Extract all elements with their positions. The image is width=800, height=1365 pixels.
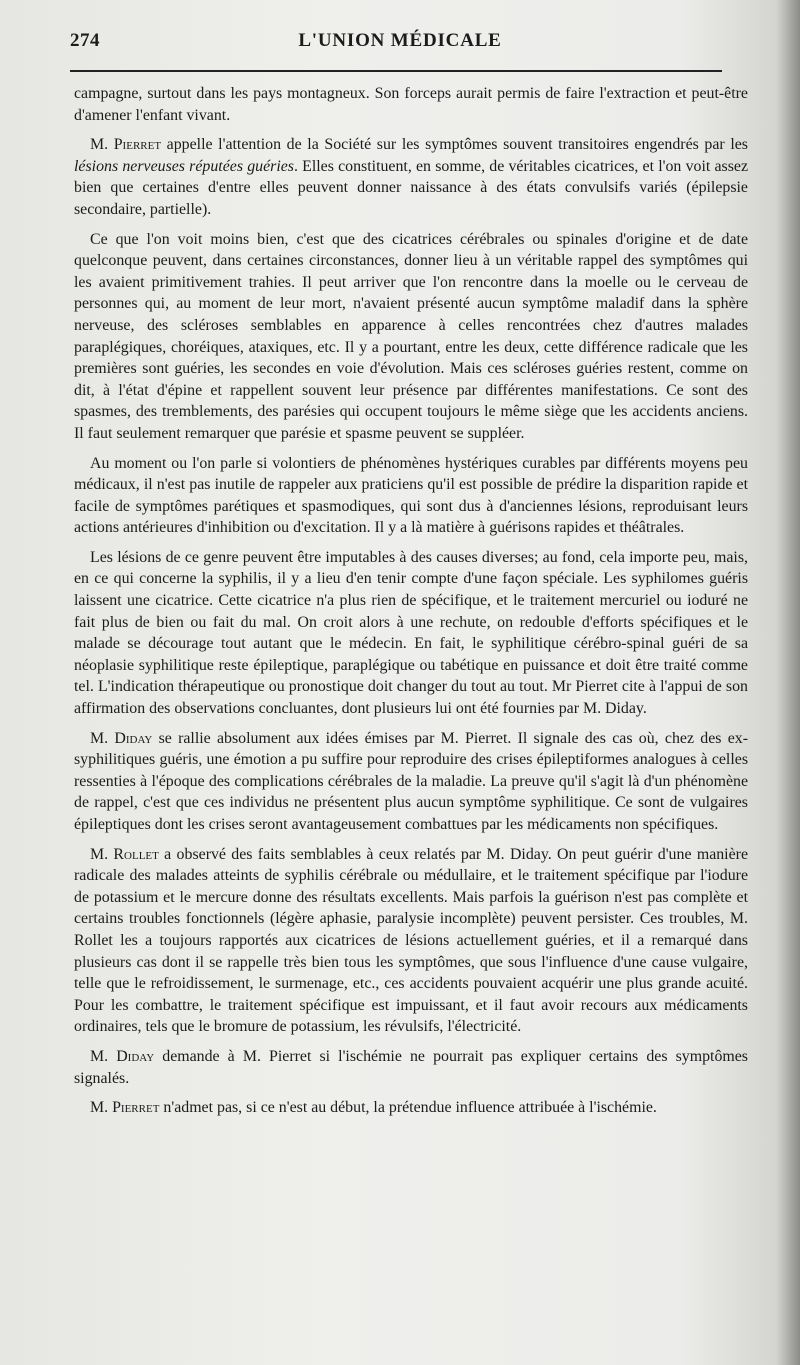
paragraph (74, 229, 748, 445)
paragraph-pierret-intervention (74, 134, 748, 220)
speaker-name: M. Diday (90, 1047, 155, 1065)
paragraph-diday-intervention (74, 728, 748, 836)
paragraph-text: Les lésions de ce genre peuvent être imputables à des causes diverses; au fond, cela importe peu, mais, en ce qui concerne la syphilis, il y a lieu d'en tenir compte d'une façon spéciale. Les syphilomes guéris laissent une cicatrice. Cette cicatrice n'a plus rien de spécifique, et le traitement mercuriel ou ioduré ne fait plus de bien ou fait du mal. On croit alors à une rechute, on redouble d'efforts spécifiques et le malade se décourage tout autant que le médecin. En fait, le syphilitique cérébro-spinal guéri de sa néoplasie syphilitique reste épileptique, paraplégique ou tabétique en puissance et doit être traité comme tel. L'indication thérapeutique ou pronostique doit changer du tout au tout. Mr Pierret cite à l'appui de son affirmation des observations concluantes, dont plusieurs lui ont été fournies par M. Diday. (74, 548, 748, 718)
paragraph-text: campagne, surtout dans les pays montagneux. Son forceps aurait permis de faire l'extraction et peut-être d'amener l'enfant vivant. (74, 85, 748, 124)
paragraph-diday-question (74, 1046, 748, 1089)
running-title: L'UNION MÉDICALE (298, 30, 502, 51)
speaker-name: M. Pierret (90, 1099, 160, 1117)
paragraph (74, 453, 748, 539)
speaker-name: M. Rollet (90, 845, 159, 863)
paragraph-text: n'admet pas, si ce n'est au début, la prétendue influence attribuée à l'ischémie. (159, 1099, 657, 1117)
header-rule (70, 70, 722, 72)
page-header (70, 30, 730, 60)
paragraph-text: Au moment ou l'on parle si volontiers de phénomènes hystériques curables par différents moyens peu médicaux, il n'est pas inutile de rappeler aux praticiens qu'il est possible de prédire la disparition rapide et facile de symptômes parétiques et spasmodiques, qui sont dus à d'anciennes lésions, reproduisant leurs actions antérieures d'inhibition ou d'excitation. Il y a là matière à guérisons rapides et théâtrales. (74, 454, 748, 537)
paragraph-text: . Elles constituent, en somme, de véritables cicatrices, et l'on voit assez bien que certaines d'entre elles peuvent donner naissance à des états convulsifs variés (épilepsie secondaire, partielle). (74, 157, 749, 218)
paragraph-text: se rallie absolument aux idées émises par M. Pierret. Il signale des cas où, chez des ex-syphilitiques guéris, une émotion a pu suffire pour reproduire des crises épileptiformes analogues à celles ressenties à l'époque des complications cérébrales de la maladie. La preuve qu'il s'agit là d'un phénomène de rappel, c'est que ces individus ne présentent plus aucun symptôme syphilitique. Ce sont de vulgaires épileptiques dont les crises seront avantageusement combattues par les médicaments non spécifiques. (74, 729, 748, 833)
paragraph-continuation (74, 83, 748, 126)
paragraph-rollet-intervention (74, 844, 748, 1038)
paragraph-text: Ce que l'on voit moins bien, c'est que des cicatrices cérébrales ou spinales d'origine et de date quelconque peuvent, dans certaines circonstances, donner lieu à un véritable rappel des symptômes qui les avaient primitivement trahies. Il peut arriver que l'on rencontre dans la moelle ou le cerveau de personnes qui, au moment de leur mort, n'avaient présenté aucun symptôme maladif dans la sphère nerveuse, des scléroses semblables en apparence à celles rencontrées chez d'autres malades paraplégiques, choréiques, ataxiques, etc. Il y a pourtant, entre les deux, cette différence radicale que les premières sont guéries, les secondes en voie d'évolution. Mais ces scléroses guéries restent, comme on dit, à l'état d'épine et rappellent souvent leur présence par différentes manifestations. Ce sont des spasmes, des tremblements, des parésies qui occupent toujours le même siège que les accidents anciens. Il faut seulement remarquer que parésie et spasme peuvent se suppléer. (74, 230, 748, 442)
speaker-name: M. Diday (90, 729, 153, 747)
speaker-name: M. Pierret (90, 136, 162, 154)
paragraph-pierret-reply (74, 1097, 748, 1119)
paragraph-text: a observé des faits semblables à ceux relatés par M. Diday. On peut guérir d'une manière radicale des malades atteints de syphilis cérébrale ou médullaire, et le traitement spécifique par l'iodure de potassium et le mercure donne des résultats excellents. Mais parfois la guérison n'est pas complète et certains troubles fonctionnels (légère aphasie, paralysie incomplète) peuvent persister. Ces troubles, M. Rollet les a toujours rapportés aux cicatrices de lésions actuellement guéries, et il a remarqué dans plusieurs cas dont il se rappelle très bien tous les symptômes, que sous l'influence d'une cause vulgaire, telle que le refroidissement, le surmenage, etc., ces accidents pouvaient acquérir une plus grande acuité. Pour les combattre, le traitement spécifique est impuissant, et il faut avoir recours aux médicaments ordinaires, tels que le bromure de potassium, les révulsifs, l'électricité. (74, 845, 748, 1036)
body-text (74, 83, 748, 1127)
paragraph (74, 547, 748, 720)
page-number: 274 (70, 30, 100, 51)
italic-phrase: lésions nerveuses réputées guéries (74, 157, 294, 175)
paragraph-text: demande à M. Pierret si l'ischémie ne pourrait pas expliquer certains des symptômes signalés. (74, 1047, 748, 1087)
paragraph-text: appelle l'attention de la Société sur les symptômes souvent transitoires engendrés par les (161, 136, 748, 154)
